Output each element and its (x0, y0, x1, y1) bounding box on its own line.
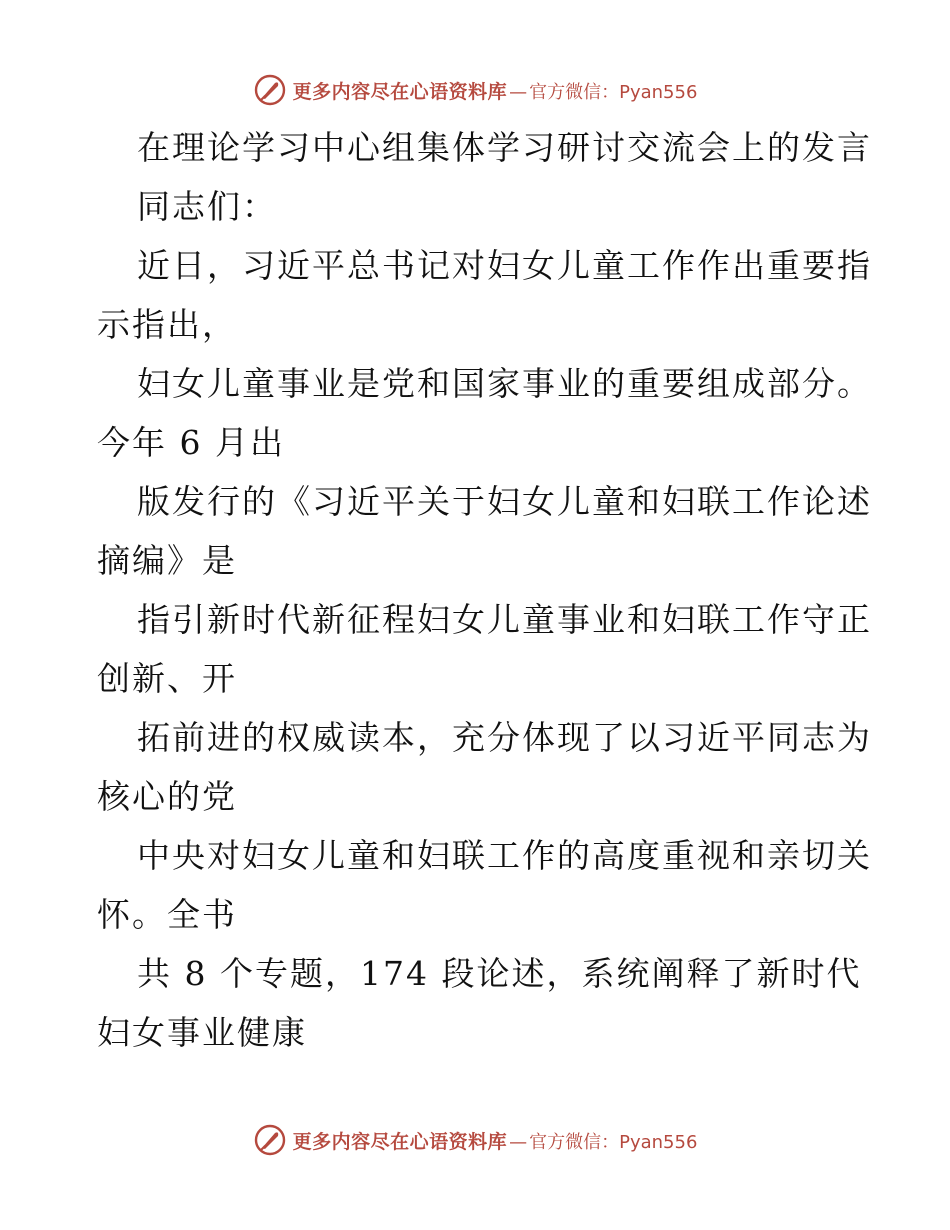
quill-pen-icon (253, 73, 287, 107)
footer-watermark (0, 1122, 950, 1158)
body-line: 版发行的《习近平关于妇女儿童和妇联工作论述 (137, 482, 872, 521)
watermark-contact: 官方微信：Pyan556 (529, 1131, 698, 1153)
body-line: 妇女事业健康 (97, 1013, 307, 1052)
body-line: 拓前进的权威读本，充分体现了以习近平同志为 (137, 718, 872, 757)
document-title: 在理论学习中心组集体学习研讨交流会上的发言 (137, 128, 872, 167)
body-line: 指引新时代新征程妇女儿童事业和妇联工作守正 (137, 600, 872, 639)
watermark-dash: — (509, 81, 528, 103)
body-line: 妇女儿童事业是党和国家事业的重要组成部分。 (137, 364, 872, 403)
body-line: 近日，习近平总书记对妇女儿童工作作出重要指 (137, 246, 872, 285)
body-line: 核心的党 (97, 777, 237, 816)
watermark-main-text: 更多内容尽在心语资料库 (292, 1130, 508, 1153)
quill-pen-icon (253, 1123, 287, 1157)
header-watermark (0, 72, 950, 108)
body-line: 示指出， (97, 305, 237, 344)
watermark-contact: 官方微信：Pyan556 (529, 81, 698, 103)
watermark-dash: — (509, 1131, 528, 1153)
body-line: 今年 6 月出 (97, 423, 285, 462)
watermark-main-text: 更多内容尽在心语资料库 (292, 80, 508, 103)
document-body (97, 118, 872, 1062)
body-line: 中央对妇女儿童和妇联工作的高度重视和亲切关 (137, 836, 872, 875)
body-line: 摘编》是 (97, 541, 237, 580)
salutation: 同志们： (137, 187, 277, 226)
body-line: 共 8 个专题，174 段论述，系统阐释了新时代 (137, 954, 862, 993)
body-line: 创新、开 (97, 659, 237, 698)
body-line: 怀。全书 (97, 895, 237, 934)
